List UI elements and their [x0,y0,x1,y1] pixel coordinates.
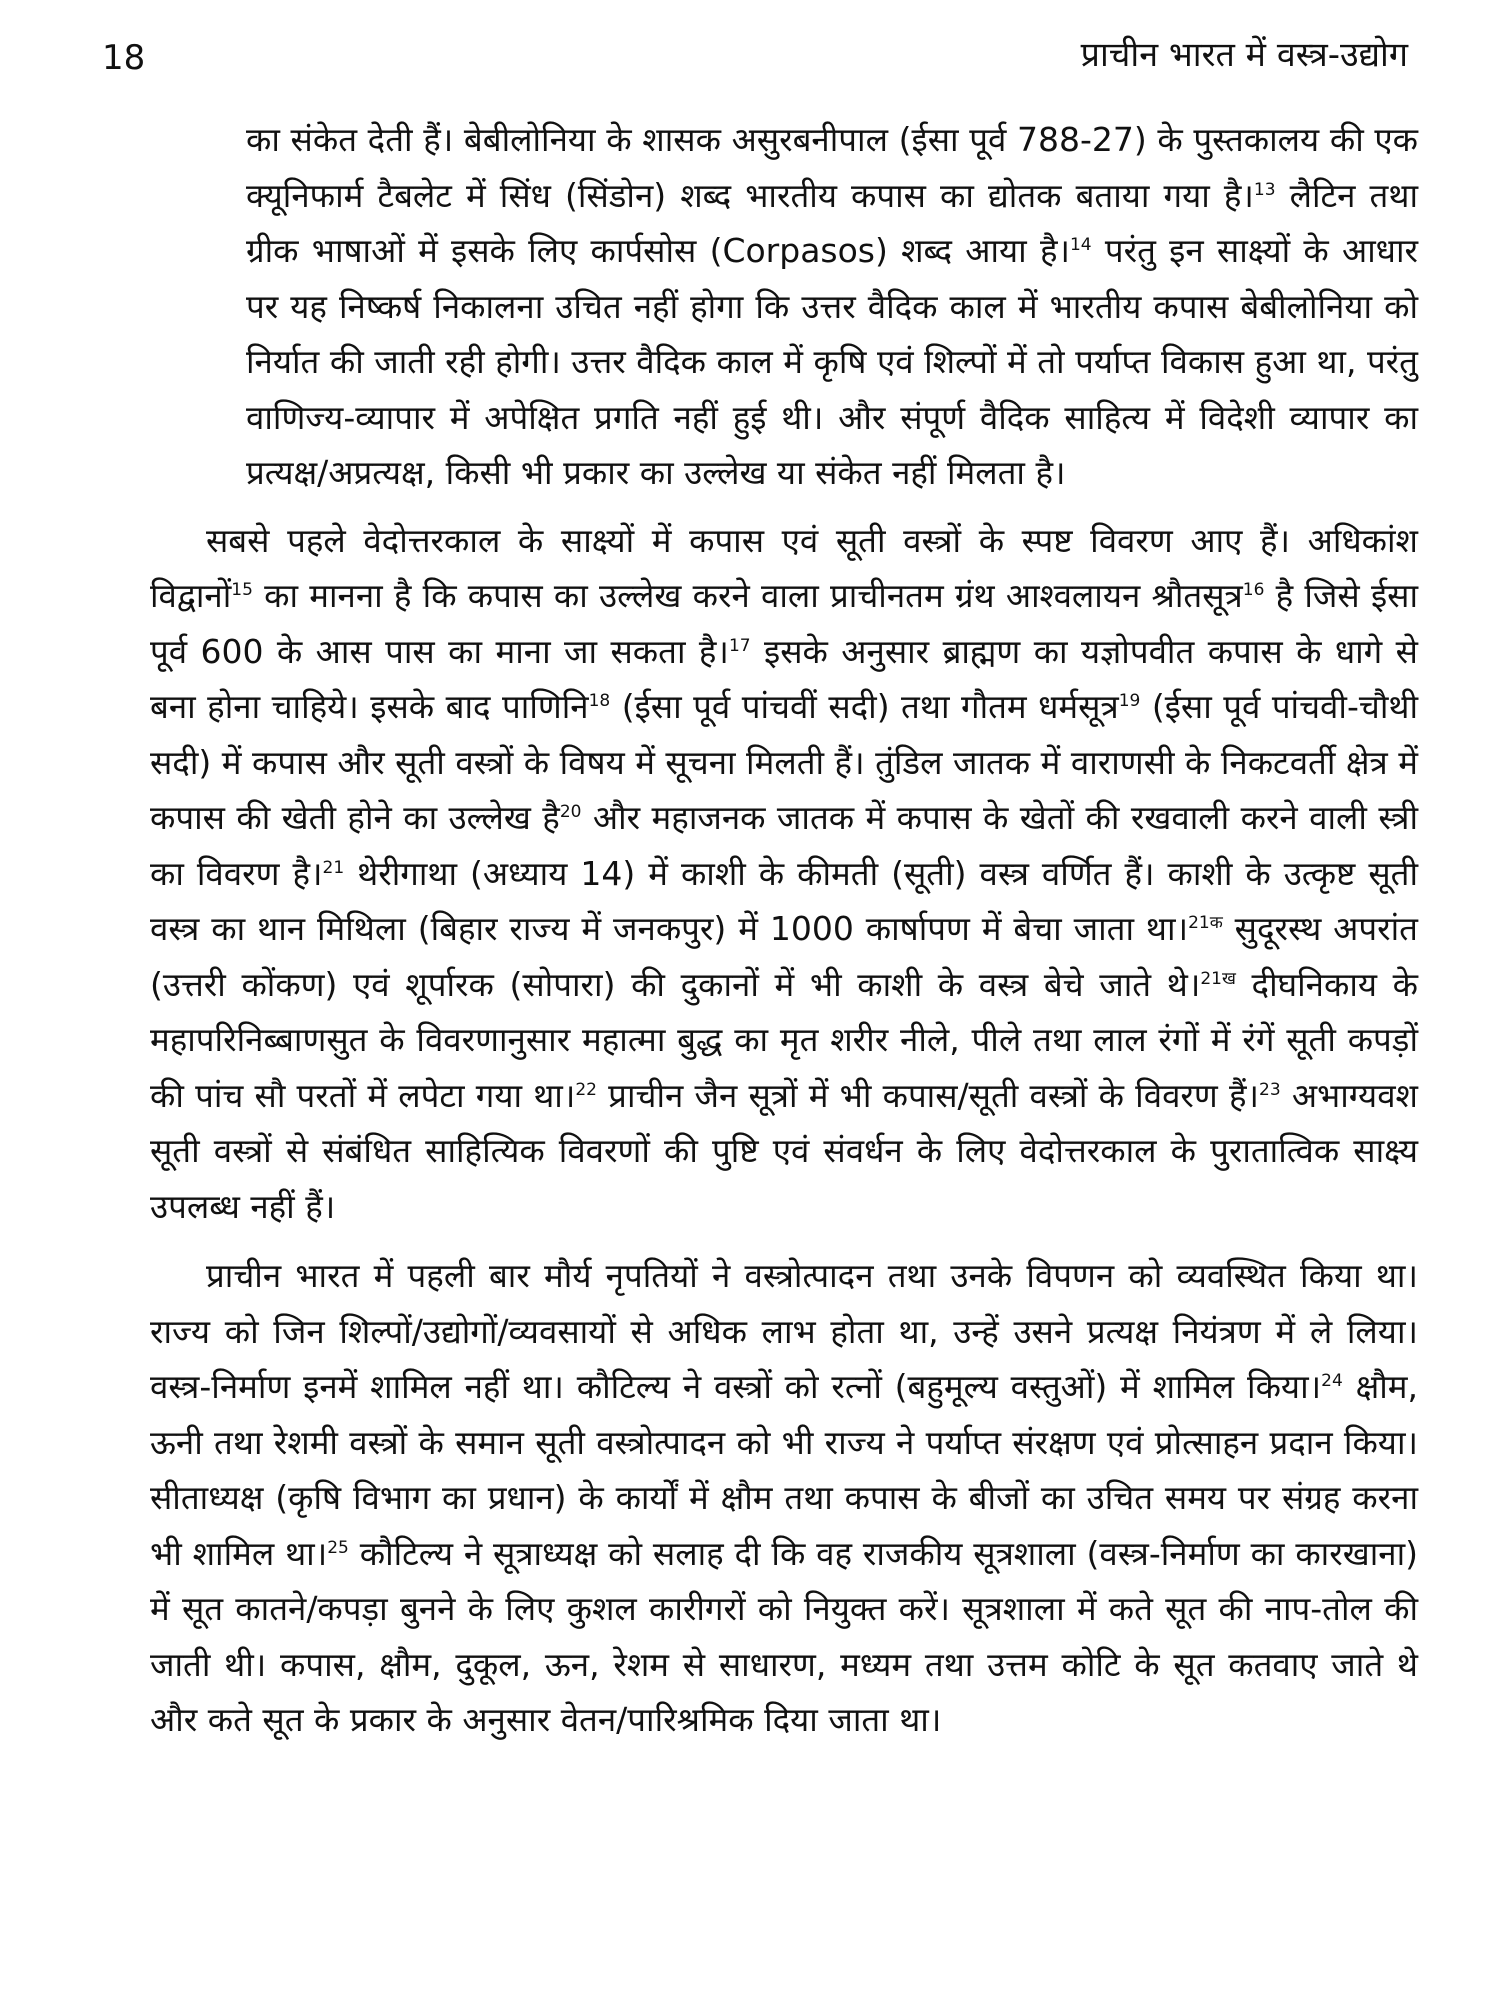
running-header-title: प्राचीन भारत में वस्त्र-उद्योग [1080,35,1408,75]
footnote-ref[interactable]: 24 [1321,1371,1343,1391]
paragraph-text: इसके अनुसार ब्राह्मण का यज्ञोपवीत कपास के धागे से बना होना चाहिये। इसके बाद पाणिनि [150,631,1418,726]
footnote-ref[interactable]: 15 [231,580,253,600]
paragraph-text: अभाग्यवश सूती वस्त्रों से संबंधित साहित्यिक विवरणों की पुष्टि एवं संवर्धन के लिए वेदोत्तरकाल के पुरातात्विक साक्ष्य उपलब्ध नहीं हैं। [150,1075,1418,1226]
page-body [150,112,1418,1748]
paragraph-text: और महाजनक जातक में कपास के खेतों की रखवाली करने वाली स्त्री का विवरण है। [150,798,1418,893]
footnote-ref[interactable]: 25 [327,1537,349,1558]
footnote-ref[interactable]: 13 [1253,179,1276,200]
paragraph-text: दीघनिकाय के महापरिनिब्बाणसुत के विवरणानुसार महात्मा बुद्ध का मृत शरीर नीले, पीले तथा लाल रंगों में रंगें सूती कपड़ों की पांच सौ परतों में लपेटा गया था। [150,964,1418,1115]
footnote-ref[interactable]: 21ख [1200,968,1236,989]
paragraph-text: प्राचीन जैन सूत्रों में भी कपास/सूती वस्त्रों के विवरण हैं। [596,1075,1259,1115]
paragraph-text: का मानना है कि कपास का उल्लेख करने वाला प्राचीनतम ग्रंथ आश्वलायन श्रौतसूत्र [252,576,1243,615]
paragraph-text: कौटिल्य ने सूत्राध्यक्ष को सलाह दी कि वह राजकीय सूत्रशाला (वस्त्र-निर्माण का कारखाना) में सूत कातने/कपड़ा बुनने के लिए कुशल कारीगरों को नियुक्त करें। सूत्रशाला में कते सूत की नाप-तोल की जाती थी। कपास, क्षौम, दुकूल, ऊन, रेशम से साधारण, मध्यम तथा उत्तम कोटि के सूत कतवाए जाते थे और कते सूत के प्रकार के अनुसार वेतन/पारिश्रमिक दिया जाता था। [150,1533,1418,1739]
footnote-ref[interactable]: 19 [1118,691,1141,711]
paragraph-text: परंतु इन साक्ष्यों के आधार पर यह निष्कर्ष निकालना उचित नहीं होगा कि उत्तर वैदिक काल में भारतीय कपास बेबीलोनिया को निर्यात की जाती रही होगी। उत्तर वैदिक काल में कृषि एवं शिल्पों में तो पर्याप्त विकास हुआ था, परंतु वाणिज्य-व्यापार में अपेक्षित प्रगति नहीं हुई थी। और संपूर्ण वैदिक साहित्य में विदेशी व्यापार का प्रत्यक्ष/अप्रत्यक्ष, किसी भी प्रकार का उल्लेख या संकेत नहीं मिलता है। [246,231,1419,492]
paragraph-text: सुदूरस्थ अपरांत (उत्तरी कोंकण) एवं शूर्पारक (सोपारा) की दुकानों में भी काशी के वस्त्र बेचे जाते थे। [150,909,1418,1004]
paragraph-text: प्राचीन भारत में पहली बार मौर्य नृपतियों ने वस्त्रोत्पादन तथा उनके विपणन को व्यवस्थित किया था। राज्य को जिन शिल्पों/उद्योगों/व्यवसायों से अधिक लाभ होता था, उन्हें उसने प्रत्यक्ष नियंत्रण में ले लिया। वस्त्र-निर्माण इनमें शामिल नहीं था। कौटिल्य ने वस्त्रों को रत्नों (बहुमूल्य वस्तुओं) में शामिल किया। [150,1256,1418,1406]
footnote-ref[interactable]: 21 [322,857,345,878]
footnote-ref[interactable]: 22 [575,1079,597,1100]
footnote-ref[interactable]: 14 [1069,235,1092,255]
paragraph-text: का संकेत देती हैं। बेबीलोनिया के शासक असुरबनीपाल (ईसा पूर्व 788-27) के पुस्तकालय की एक क्यूनिफार्म टैबलेट में सिंध (सिंडोन) शब्द भारतीय कपास का द्योतक बताया गया है। [246,120,1418,215]
paragraph-text: (ईसा पूर्व पांचवीं सदी) तथा गौतम धर्मसूत्र [610,687,1119,726]
paragraph-text: थेरीगाथा (अध्याय 14) में काशी के कीमती (सूती) वस्त्र वर्णित हैं। काशी के उत्कृष्ट सूती वस्त्र का थान मिथिला (बिहार राज्य में जनकपुर) में 1000 कार्षापण में बेचा जाता था। [150,853,1418,948]
footnote-ref[interactable]: 17 [728,635,751,656]
paragraph-1 [150,112,1418,501]
footnote-ref[interactable]: 21क [1188,913,1223,933]
footnote-ref[interactable]: 18 [588,691,611,711]
page-number: 18 [102,38,146,78]
paragraph-text: सबसे पहले वेदोत्तरकाल के साक्ष्यों में कपास एवं सूती वस्त्रों के स्पष्ट विवरण आए हैं। अधिकांश विद्वानों [150,520,1418,615]
paragraph-text: क्षौम, ऊनी तथा रेशमी वस्त्रों के समान सूती वस्त्रोत्पादन को भी राज्य ने पर्याप्त संरक्षण एवं प्रोत्साहन प्रदान किया। सीताध्यक्ष (कृषि विभाग का प्रधान) के कार्यों में क्षौम तथा कपास के बीजों का उचित समय पर संग्रह करना भी शामिल था। [150,1367,1418,1573]
paragraph-2 [150,513,1418,1235]
footnote-ref[interactable]: 23 [1259,1079,1281,1100]
paragraph-3 [150,1248,1418,1748]
paragraph-text: (ईसा पूर्व पांचवी-चौथी सदी) में कपास और सूती वस्त्रों के विषय में सूचना मिलती हैं। तुंडिल जातक में वाराणसी के निकटवर्ती क्षेत्र में कपास की खेती होने का उल्लेख है [150,687,1418,837]
footnote-ref[interactable]: 20 [559,802,582,822]
footnote-ref[interactable]: 16 [1242,580,1265,600]
paragraph-text: लैटिन तथा ग्रीक भाषाओं में इसके लिए कार्पसोस (Corpasos) शब्द आया है। [246,175,1418,270]
paragraph-text: है जिसे ईसा पूर्व 600 के आस पास का माना जा सकता है। [150,576,1418,671]
